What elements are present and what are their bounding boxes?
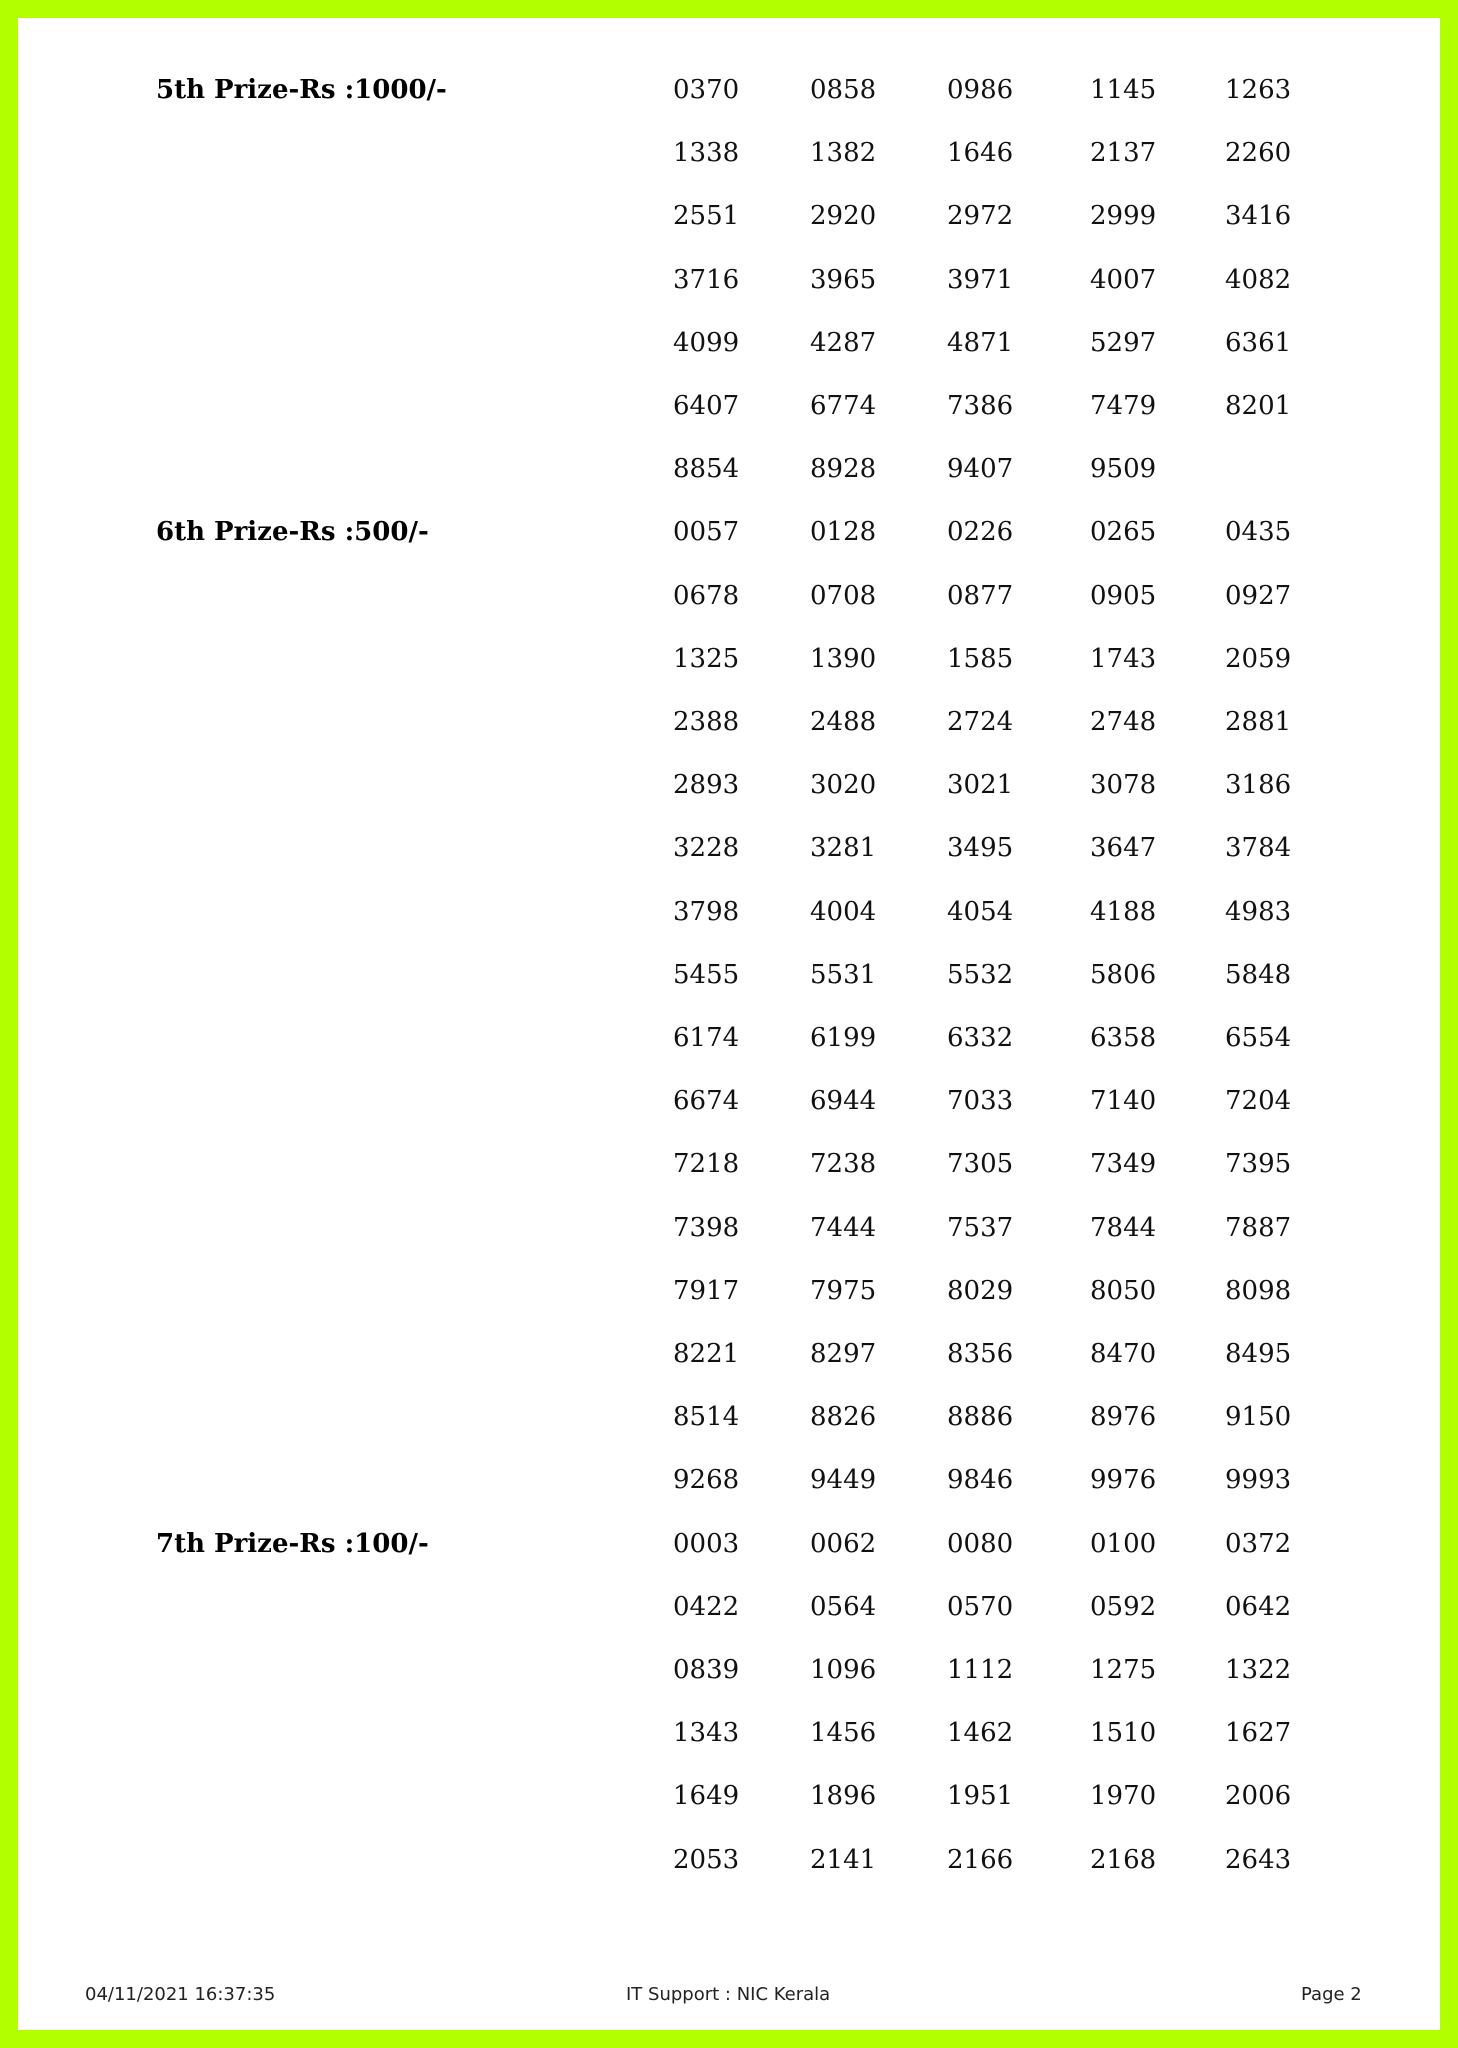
winning-number: 4287 — [810, 327, 877, 358]
winning-number: 7975 — [810, 1275, 877, 1306]
winning-number: 1112 — [947, 1654, 1014, 1685]
winning-number: 0839 — [673, 1654, 740, 1685]
winning-number: 0858 — [810, 75, 877, 105]
number-row — [18, 456, 1440, 519]
winning-number: 8495 — [1225, 1338, 1292, 1369]
number-row — [18, 140, 1440, 203]
winning-number: 3281 — [810, 833, 877, 864]
winning-number: 4004 — [810, 896, 877, 927]
winning-number: 4871 — [947, 327, 1014, 358]
winning-number: 0564 — [810, 1591, 877, 1622]
winning-number: 0003 — [673, 1528, 740, 1559]
winning-number: 5848 — [1225, 959, 1292, 990]
winning-number: 2260 — [1225, 138, 1292, 169]
number-row — [18, 835, 1440, 898]
winning-number: 1145 — [1090, 75, 1157, 105]
winning-number: 0265 — [1090, 517, 1157, 548]
winning-number: 2724 — [947, 706, 1014, 737]
winning-number: 2388 — [673, 706, 740, 737]
winning-number: 9449 — [810, 1465, 877, 1496]
winning-number: 2748 — [1090, 706, 1157, 737]
winning-number: 4007 — [1090, 264, 1157, 295]
winning-number: 1585 — [947, 643, 1014, 674]
winning-number: 0570 — [947, 1591, 1014, 1622]
winning-number: 8050 — [1090, 1275, 1157, 1306]
winning-number: 7395 — [1225, 1149, 1292, 1180]
winning-number: 8201 — [1225, 391, 1292, 421]
winning-number: 2643 — [1225, 1844, 1292, 1875]
winning-number: 7844 — [1090, 1212, 1157, 1243]
winning-number: 0986 — [947, 75, 1014, 105]
number-row — [18, 77, 1440, 140]
winning-number: 6332 — [947, 1022, 1014, 1053]
winning-number: 8221 — [673, 1338, 740, 1369]
winning-number: 8826 — [810, 1402, 877, 1433]
winning-number: 8928 — [810, 454, 877, 485]
winning-number: 3228 — [673, 833, 740, 864]
winning-number: 6174 — [673, 1022, 740, 1053]
winning-number: 1646 — [947, 138, 1014, 169]
winning-number: 9407 — [947, 454, 1014, 485]
number-row — [18, 580, 1440, 646]
results-page — [18, 18, 1440, 2030]
winning-number: 0435 — [1225, 517, 1292, 548]
winning-number: 6407 — [673, 391, 740, 421]
winning-number: 2893 — [673, 770, 740, 801]
winning-number: 2137 — [1090, 138, 1157, 169]
prize-label: 6th Prize-Rs :500/- — [156, 517, 429, 548]
winning-number: 0057 — [673, 517, 740, 548]
winning-number: 7917 — [673, 1275, 740, 1306]
winning-number: 1263 — [1225, 75, 1292, 105]
number-row — [18, 1022, 1440, 1088]
footer-page-number: Page 2 — [1301, 1984, 1362, 2005]
winning-number: 2551 — [673, 201, 740, 232]
prize-label: 5th Prize-Rs :1000/- — [156, 75, 447, 105]
winning-number: 3416 — [1225, 201, 1292, 232]
winning-number: 8470 — [1090, 1338, 1157, 1369]
winning-number: 6944 — [810, 1086, 877, 1117]
winning-number: 0100 — [1090, 1528, 1157, 1559]
winning-number: 1743 — [1090, 643, 1157, 674]
winning-number: 8029 — [947, 1275, 1014, 1306]
winning-number: 8514 — [673, 1402, 740, 1433]
winning-number: 4099 — [673, 327, 740, 358]
number-row — [18, 706, 1440, 772]
winning-number: 6554 — [1225, 1022, 1292, 1053]
number-row — [18, 393, 1440, 456]
winning-number: 3965 — [810, 264, 877, 295]
winning-number: 1382 — [810, 138, 877, 169]
winning-number: 8356 — [947, 1338, 1014, 1369]
winning-number: 9150 — [1225, 1402, 1292, 1433]
winning-number: 1275 — [1090, 1654, 1157, 1685]
winning-number: 1951 — [947, 1781, 1014, 1812]
winning-number: 8976 — [1090, 1402, 1157, 1433]
winning-number: 4054 — [947, 896, 1014, 927]
winning-number: 5806 — [1090, 959, 1157, 990]
winning-number: 6774 — [810, 391, 877, 421]
number-row — [18, 327, 1440, 393]
winning-number: 2059 — [1225, 643, 1292, 674]
winning-number: 3078 — [1090, 770, 1157, 801]
winning-number: 7305 — [947, 1149, 1014, 1180]
number-row — [18, 1275, 1440, 1341]
winning-number: 3020 — [810, 770, 877, 801]
winning-number: 0226 — [947, 517, 1014, 548]
winning-number: 2972 — [947, 201, 1014, 232]
number-row — [18, 1212, 1440, 1278]
winning-number: 0592 — [1090, 1591, 1157, 1622]
winning-number: 5531 — [810, 959, 877, 990]
number-row — [18, 264, 1440, 330]
winning-number: 7398 — [673, 1212, 740, 1243]
number-row — [18, 1720, 1440, 1783]
number-row — [18, 1404, 1440, 1467]
winning-number: 7204 — [1225, 1086, 1292, 1117]
winning-number: 4082 — [1225, 264, 1292, 295]
winning-number: 6361 — [1225, 327, 1292, 358]
number-row — [18, 1591, 1440, 1657]
prize-label: 7th Prize-Rs :100/- — [156, 1528, 429, 1559]
winning-number: 1338 — [673, 138, 740, 169]
winning-number: 0678 — [673, 580, 740, 611]
number-row — [18, 1654, 1440, 1720]
winning-number: 6358 — [1090, 1022, 1157, 1053]
winning-number: 2166 — [947, 1844, 1014, 1875]
winning-number: 0080 — [947, 1528, 1014, 1559]
winning-number: 3798 — [673, 896, 740, 927]
winning-number: 7238 — [810, 1149, 877, 1180]
winning-number: 0370 — [673, 75, 740, 105]
footer-timestamp: 04/11/2021 16:37:35 — [85, 1984, 276, 2005]
winning-number: 0642 — [1225, 1591, 1292, 1622]
winning-number: 0708 — [810, 580, 877, 611]
winning-number: 7444 — [810, 1212, 877, 1243]
winning-number: 1343 — [673, 1718, 740, 1749]
winning-number: 7887 — [1225, 1212, 1292, 1243]
number-row — [18, 772, 1440, 835]
winning-number: 2488 — [810, 706, 877, 737]
winning-number: 8297 — [810, 1338, 877, 1369]
winning-number: 3784 — [1225, 833, 1292, 864]
number-row — [18, 1467, 1440, 1530]
winning-number: 0927 — [1225, 580, 1292, 611]
winning-number: 3186 — [1225, 770, 1292, 801]
winning-number: 7537 — [947, 1212, 1014, 1243]
winning-number: 4188 — [1090, 896, 1157, 927]
winning-number: 8886 — [947, 1402, 1014, 1433]
winning-number: 4983 — [1225, 896, 1292, 927]
winning-number: 1322 — [1225, 1654, 1292, 1685]
winning-number: 7349 — [1090, 1149, 1157, 1180]
winning-number: 1462 — [947, 1718, 1014, 1749]
winning-number: 0372 — [1225, 1528, 1292, 1559]
winning-number: 2141 — [810, 1844, 877, 1875]
winning-number: 7140 — [1090, 1086, 1157, 1117]
winning-number: 2999 — [1090, 201, 1157, 232]
winning-number: 1627 — [1225, 1718, 1292, 1749]
number-row — [18, 1783, 1440, 1846]
winning-number: 9846 — [947, 1465, 1014, 1496]
winning-number: 8854 — [673, 454, 740, 485]
winning-number: 3716 — [673, 264, 740, 295]
winning-number: 2168 — [1090, 1844, 1157, 1875]
winning-number: 1325 — [673, 643, 740, 674]
number-row — [18, 1338, 1440, 1404]
winning-number: 9509 — [1090, 454, 1157, 485]
winning-number: 2881 — [1225, 706, 1292, 737]
winning-number: 0062 — [810, 1528, 877, 1559]
winning-number: 2920 — [810, 201, 877, 232]
number-row — [18, 519, 1440, 582]
winning-number: 2053 — [673, 1844, 740, 1875]
winning-number: 0877 — [947, 580, 1014, 611]
number-row — [18, 896, 1440, 962]
winning-number: 1970 — [1090, 1781, 1157, 1812]
footer-support: IT Support : NIC Kerala — [626, 1984, 831, 2005]
winning-number: 1896 — [810, 1781, 877, 1812]
winning-number: 5455 — [673, 959, 740, 990]
winning-number: 5532 — [947, 959, 1014, 990]
winning-number: 1510 — [1090, 1718, 1157, 1749]
winning-number: 0422 — [673, 1591, 740, 1622]
winning-number: 1649 — [673, 1781, 740, 1812]
winning-number: 6674 — [673, 1086, 740, 1117]
number-row — [18, 1088, 1440, 1151]
winning-number: 9976 — [1090, 1465, 1157, 1496]
winning-number: 3647 — [1090, 833, 1157, 864]
winning-number: 1096 — [810, 1654, 877, 1685]
winning-number: 3495 — [947, 833, 1014, 864]
winning-number: 9268 — [673, 1465, 740, 1496]
winning-number: 1456 — [810, 1718, 877, 1749]
number-row — [18, 643, 1440, 709]
winning-number: 2006 — [1225, 1781, 1292, 1812]
winning-number: 3021 — [947, 770, 1014, 801]
winning-number: 3971 — [947, 264, 1014, 295]
winning-number: 5297 — [1090, 327, 1157, 358]
number-row — [18, 1528, 1440, 1594]
winning-number: 8098 — [1225, 1275, 1292, 1306]
number-row — [18, 203, 1440, 266]
winning-number: 7479 — [1090, 391, 1157, 421]
winning-number: 7386 — [947, 391, 1014, 421]
winning-number: 7218 — [673, 1149, 740, 1180]
winning-number: 0128 — [810, 517, 877, 548]
number-row — [18, 1151, 1440, 1214]
winning-number: 1390 — [810, 643, 877, 674]
number-row — [18, 1844, 1440, 1910]
winning-number: 0905 — [1090, 580, 1157, 611]
number-row — [18, 959, 1440, 1025]
winning-number: 7033 — [947, 1086, 1014, 1117]
winning-number: 6199 — [810, 1022, 877, 1053]
winning-number: 9993 — [1225, 1465, 1292, 1496]
